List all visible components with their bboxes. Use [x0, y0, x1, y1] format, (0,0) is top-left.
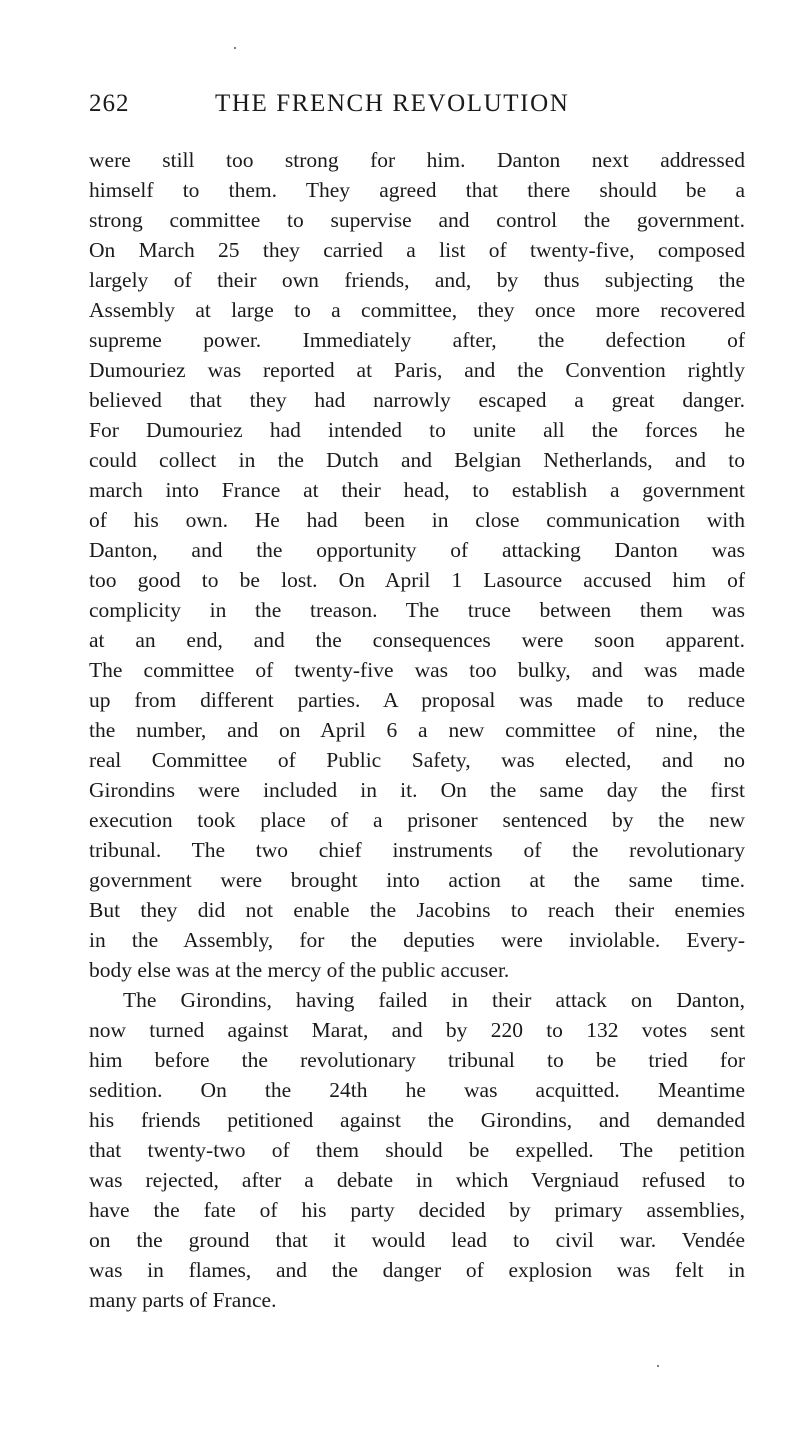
- text-line: Girondins were included in it. On the same day the first: [89, 778, 745, 802]
- body-text: [89, 145, 745, 1315]
- text-line: in the Assembly, for the deputies were inviolable. Every-: [89, 928, 745, 952]
- text-line: of his own. He had been in close communication with: [89, 508, 745, 532]
- text-line: was rejected, after a debate in which Vergniaud refused to: [89, 1168, 745, 1192]
- text-line: strong committee to supervise and control the government.: [89, 208, 745, 232]
- text-line: government were brought into action at the same time.: [89, 868, 745, 892]
- text-line: sedition. On the 24th he was acquitted. Meantime: [89, 1078, 745, 1102]
- paragraph-2: [89, 985, 745, 1315]
- text-line: could collect in the Dutch and Belgian Netherlands, and to: [89, 448, 745, 472]
- text-line: For Dumouriez had intended to unite all the forces he: [89, 418, 745, 442]
- text-line: The Girondins, having failed in their attack on Danton,: [123, 988, 745, 1012]
- text-line: many parts of France.: [89, 1288, 277, 1312]
- text-line: On March 25 they carried a list of twenty-five, composed: [89, 238, 745, 262]
- text-line: tribunal. The two chief instruments of the revolutionary: [89, 838, 745, 862]
- text-line: the number, and on April 6 a new committee of nine, the: [89, 718, 745, 742]
- text-line: Dumouriez was reported at Paris, and the Convention rightly: [89, 358, 745, 382]
- page-number: 262: [89, 90, 130, 117]
- text-line: complicity in the treason. The truce between them was: [89, 598, 745, 622]
- text-line: himself to them. They agreed that there should be a: [89, 178, 745, 202]
- text-line: But they did not enable the Jacobins to reach their enemies: [89, 898, 745, 922]
- text-line: now turned against Marat, and by 220 to 132 votes sent: [89, 1018, 745, 1042]
- paper-speck: [657, 1365, 659, 1367]
- text-line: supreme power. Immediately after, the defection of: [89, 328, 745, 352]
- text-line: largely of their own friends, and, by thus subjecting the: [89, 268, 745, 292]
- text-line: too good to be lost. On April 1 Lasource accused him of: [89, 568, 745, 592]
- text-line: have the fate of his party decided by primary assemblies,: [89, 1198, 745, 1222]
- text-line: Danton, and the opportunity of attacking Danton was: [89, 538, 745, 562]
- text-line: Assembly at large to a committee, they once more recovered: [89, 298, 745, 322]
- text-line: that twenty-two of them should be expelled. The petition: [89, 1138, 745, 1162]
- text-line: execution took place of a prisoner sentenced by the new: [89, 808, 745, 832]
- paper-speck: [234, 47, 236, 49]
- text-line: body else was at the mercy of the public accuser.: [89, 958, 510, 982]
- text-line: was in flames, and the danger of explosion was felt in: [89, 1258, 745, 1282]
- running-title: THE FRENCH REVOLUTION: [215, 90, 570, 117]
- text-line: at an end, and the consequences were soon apparent.: [89, 628, 745, 652]
- text-line: march into France at their head, to establish a government: [89, 478, 745, 502]
- text-line: up from different parties. A proposal was made to reduce: [89, 688, 745, 712]
- text-line: his friends petitioned against the Girondins, and demanded: [89, 1108, 745, 1132]
- text-line: believed that they had narrowly escaped a great danger.: [89, 388, 745, 412]
- paragraph-1: [89, 145, 745, 985]
- text-line: on the ground that it would lead to civil war. Vendée: [89, 1228, 745, 1252]
- text-line: real Committee of Public Safety, was elected, and no: [89, 748, 745, 772]
- text-line: were still too strong for him. Danton next addressed: [89, 148, 745, 172]
- text-line: The committee of twenty-five was too bulky, and was made: [89, 658, 745, 682]
- text-line: him before the revolutionary tribunal to be tried for: [89, 1048, 745, 1072]
- page-header: [89, 90, 749, 124]
